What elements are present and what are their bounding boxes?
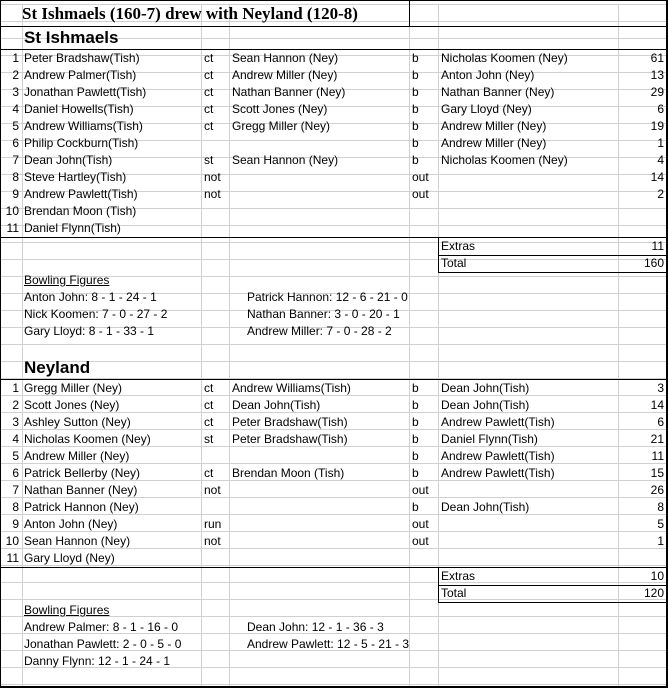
bowler-name: Andrew Miller (Ney) (441, 119, 547, 133)
batter-name: Dean John(Tish) (24, 153, 113, 167)
bowler-name (441, 482, 617, 499)
batting-order-number: 3 (12, 415, 19, 429)
total-value: 160 (643, 256, 664, 270)
bowling-figure: Patrick Hannon: 12 - 6 - 21 - 0 (247, 290, 408, 304)
batter-name: Sean Hannon (Ney) (24, 534, 131, 548)
bowler-name: Dean John(Tish) (441, 381, 530, 395)
fielder-name (232, 448, 408, 465)
bowler-name: Dean John(Tish) (441, 398, 530, 412)
runs-scored: 19 (650, 119, 664, 133)
dismissal-type: st (204, 153, 214, 167)
dismissal-connector: b (412, 449, 419, 463)
batting-order-number: 2 (12, 398, 19, 412)
batting-order-number: 6 (12, 136, 19, 150)
totals-box-border (438, 272, 668, 273)
batting-order-number: 4 (12, 432, 19, 446)
runs-scored: 8 (657, 500, 664, 514)
gridline (0, 344, 668, 345)
fielder-name: Dean John(Tish) (232, 398, 321, 412)
team-heading: Neyland (24, 358, 91, 377)
runs-scored: 2 (657, 187, 664, 201)
fielder-name (232, 169, 408, 186)
batter-name: Nathan Banner (Ney) (24, 483, 138, 497)
batting-order-number: 6 (12, 466, 19, 480)
dismissal-connector: b (412, 381, 419, 395)
dismissal-connector: b (412, 398, 419, 412)
dismissal-type (204, 220, 228, 237)
dismissal-type (204, 550, 228, 567)
batting-order-number: 10 (5, 534, 19, 548)
dismissal-type (204, 203, 228, 220)
bowler-name: Andrew Pawlett(Tish) (441, 466, 555, 480)
batting-order-number: 1 (12, 51, 19, 65)
fielder-name: Andrew Williams(Tish) (232, 381, 351, 395)
batting-order-number: 7 (12, 483, 19, 497)
fielder-name: Sean Hannon (Ney) (232, 153, 339, 167)
batting-order-number: 9 (12, 187, 19, 201)
batting-order-number: 5 (12, 449, 19, 463)
fielder-name: Peter Bradshaw(Tish) (232, 415, 348, 429)
dismissal-type: not (204, 187, 221, 201)
dismissal-connector: b (412, 432, 419, 446)
bowler-name: Daniel Flynn(Tish) (441, 432, 538, 446)
fielder-name (232, 499, 408, 516)
runs-scored (619, 550, 664, 567)
dismissal-type (204, 448, 228, 465)
batter-name: Brendan Moon (Tish) (24, 204, 137, 218)
runs-scored: 26 (650, 483, 664, 497)
bowler-name (441, 220, 617, 237)
bowler-name: Dean John(Tish) (441, 500, 530, 514)
bowling-figure: Dean John: 12 - 1 - 36 - 3 (247, 620, 384, 634)
dismissal-connector: out (412, 483, 429, 497)
dismissal-type: ct (204, 381, 214, 395)
runs-scored: 6 (657, 102, 664, 116)
dismissal-type: st (204, 432, 214, 446)
runs-scored: 14 (650, 398, 664, 412)
total-value: 120 (643, 586, 664, 600)
bowler-name: Andrew Pawlett(Tish) (441, 449, 555, 463)
dismissal-type: ct (204, 119, 214, 133)
batting-order-number: 5 (12, 119, 19, 133)
batting-order-number: 1 (12, 381, 19, 395)
fielder-name (232, 533, 408, 550)
gridline (0, 684, 668, 685)
bowler-name (441, 186, 617, 203)
bowler-name: Nathan Banner (Ney) (441, 85, 555, 99)
runs-scored: 15 (650, 466, 664, 480)
bowler-name (441, 516, 617, 533)
runs-scored: 14 (650, 170, 664, 184)
totals-box-border (438, 602, 668, 603)
extras-value: 10 (650, 569, 664, 583)
runs-scored: 21 (650, 432, 664, 446)
batting-order-number: 10 (5, 204, 19, 218)
batter-name: Andrew Miller (Ney) (24, 449, 130, 463)
batter-name: Daniel Flynn(Tish) (24, 221, 121, 235)
bowler-name (441, 533, 617, 550)
batting-order-number: 3 (12, 85, 19, 99)
batter-name: Andrew Pawlett(Tish) (24, 187, 138, 201)
team-heading: St Ishmaels (24, 28, 119, 47)
dismissal-type: ct (204, 398, 214, 412)
extras-label: Extras (441, 239, 476, 253)
dismissal-connector: b (412, 153, 419, 167)
bowler-name (441, 169, 617, 186)
dismissal-type: not (204, 170, 221, 184)
batter-name: Ashley Sutton (Ney) (24, 415, 131, 429)
fielder-name (232, 186, 408, 203)
fielder-name: Sean Hannon (Ney) (232, 51, 339, 65)
batter-name: Gregg Miller (Ney) (24, 381, 123, 395)
dismissal-connector (412, 203, 436, 220)
bowler-name: Nicholas Koomen (Ney) (441, 153, 568, 167)
batter-name: Andrew Palmer(Tish) (24, 68, 137, 82)
dismissal-connector: out (412, 517, 429, 531)
runs-scored: 61 (650, 51, 664, 65)
bowling-figures-heading: Bowling Figures (24, 603, 110, 617)
dismissal-type: ct (204, 466, 214, 480)
fielder-name: Scott Jones (Ney) (232, 102, 328, 116)
runs-scored: 4 (657, 153, 664, 167)
batter-name: Jonathan Pawlett(Tish) (24, 85, 147, 99)
batter-name: Gary Lloyd (Ney) (24, 551, 115, 565)
bowler-name: Anton John (Ney) (441, 68, 535, 82)
batter-name: Patrick Bellerby (Ney) (24, 466, 141, 480)
batting-order-number: 8 (12, 500, 19, 514)
extras-label: Extras (441, 569, 476, 583)
extras-value: 11 (651, 239, 664, 253)
dismissal-type: ct (204, 85, 214, 99)
dismissal-connector: b (412, 85, 419, 99)
fielder-name: Brendan Moon (Tish) (232, 466, 345, 480)
fielder-name: Andrew Miller (Ney) (232, 68, 338, 82)
fielder-name: Gregg Miller (Ney) (232, 119, 331, 133)
batter-name: Andrew Williams(Tish) (24, 119, 143, 133)
batting-order-number: 2 (12, 68, 19, 82)
dismissal-connector: out (412, 170, 429, 184)
bowling-figure: Gary Lloyd: 8 - 1 - 33 - 1 (24, 324, 155, 338)
total-label: Total (441, 586, 467, 600)
bowling-figure: Nathan Banner: 3 - 0 - 20 - 1 (247, 307, 400, 321)
bowler-name: Andrew Miller (Ney) (441, 136, 547, 150)
fielder-name (232, 550, 408, 567)
dismissal-type: ct (204, 415, 214, 429)
bowling-figure: Danny Flynn: 12 - 1 - 24 - 1 (24, 654, 171, 668)
runs-scored: 6 (657, 415, 664, 429)
batter-name: Steve Hartley(Tish) (24, 170, 127, 184)
dismissal-connector: b (412, 466, 419, 480)
runs-scored: 11 (651, 449, 664, 463)
batter-name: Patrick Hannon (Ney) (24, 500, 139, 514)
bowling-figure: Andrew Palmer: 8 - 1 - 16 - 0 (24, 620, 179, 634)
dismissal-type: not (204, 534, 221, 548)
batter-name: Scott Jones (Ney) (24, 398, 120, 412)
dismissal-type (204, 135, 228, 152)
bowling-figure: Andrew Miller: 7 - 0 - 28 - 2 (247, 324, 392, 338)
title-rule (409, 0, 410, 27)
batter-name: Daniel Howells(Tish) (24, 102, 134, 116)
bowler-name: Gary Lloyd (Ney) (441, 102, 532, 116)
bowler-name: Andrew Pawlett(Tish) (441, 415, 555, 429)
dismissal-type (204, 499, 228, 516)
runs-scored: 3 (657, 381, 664, 395)
fielder-name (232, 135, 408, 152)
dismissal-connector: b (412, 136, 419, 150)
runs-scored: 5 (657, 517, 664, 531)
dismissal-connector: b (412, 500, 419, 514)
bowler-name (441, 550, 617, 567)
bowling-figure: Jonathan Pawlett: 2 - 0 - 5 - 0 (24, 637, 182, 651)
bowling-figures-heading: Bowling Figures (24, 273, 110, 287)
batting-order-number: 7 (12, 153, 19, 167)
dismissal-type: ct (204, 68, 214, 82)
runs-scored (619, 220, 664, 237)
fielder-name: Nathan Banner (Ney) (232, 85, 346, 99)
match-title: St Ishmaels (160-7) drew with Neyland (120-8) (22, 4, 358, 23)
fielder-name (232, 482, 408, 499)
dismissal-connector (412, 550, 436, 567)
batting-order-number: 11 (6, 221, 19, 235)
fielder-name: Peter Bradshaw(Tish) (232, 432, 348, 446)
runs-scored: 1 (657, 534, 664, 548)
sheet-border (0, 0, 668, 1)
dismissal-type: run (204, 517, 222, 531)
runs-scored (619, 203, 664, 220)
dismissal-connector: b (412, 68, 419, 82)
runs-scored: 1 (657, 136, 664, 150)
bowler-name: Nicholas Koomen (Ney) (441, 51, 568, 65)
dismissal-connector: b (412, 51, 419, 65)
bowling-figure: Anton John: 8 - 1 - 24 - 1 (24, 290, 157, 304)
total-label: Total (441, 256, 467, 270)
fielder-name (232, 516, 408, 533)
bowler-name (441, 203, 617, 220)
batter-name: Anton John (Ney) (24, 517, 118, 531)
dismissal-type: ct (204, 51, 214, 65)
fielder-name (232, 203, 408, 220)
batting-order-number: 11 (6, 551, 19, 565)
batter-name: Philip Cockburn(Tish) (24, 136, 139, 150)
batter-name: Peter Bradshaw(Tish) (24, 51, 140, 65)
dismissal-connector: out (412, 534, 429, 548)
dismissal-connector: b (412, 102, 419, 116)
batting-order-number: 9 (12, 517, 19, 531)
dismissal-connector: b (412, 415, 419, 429)
dismissal-type: not (204, 483, 221, 497)
runs-scored: 13 (650, 68, 664, 82)
runs-scored: 29 (650, 85, 664, 99)
dismissal-connector (412, 220, 436, 237)
bowling-figure: Nick Koomen: 7 - 0 - 27 - 2 (24, 307, 168, 321)
batting-order-number: 8 (12, 170, 19, 184)
batter-name: Nicholas Koomen (Ney) (24, 432, 151, 446)
dismissal-connector: b (412, 119, 419, 133)
dismissal-type: ct (204, 102, 214, 116)
dismissal-connector: out (412, 187, 429, 201)
batting-order-number: 4 (12, 102, 19, 116)
fielder-name (232, 220, 408, 237)
bowling-figure: Andrew Pawlett: 12 - 5 - 21 - 3 (247, 637, 410, 651)
